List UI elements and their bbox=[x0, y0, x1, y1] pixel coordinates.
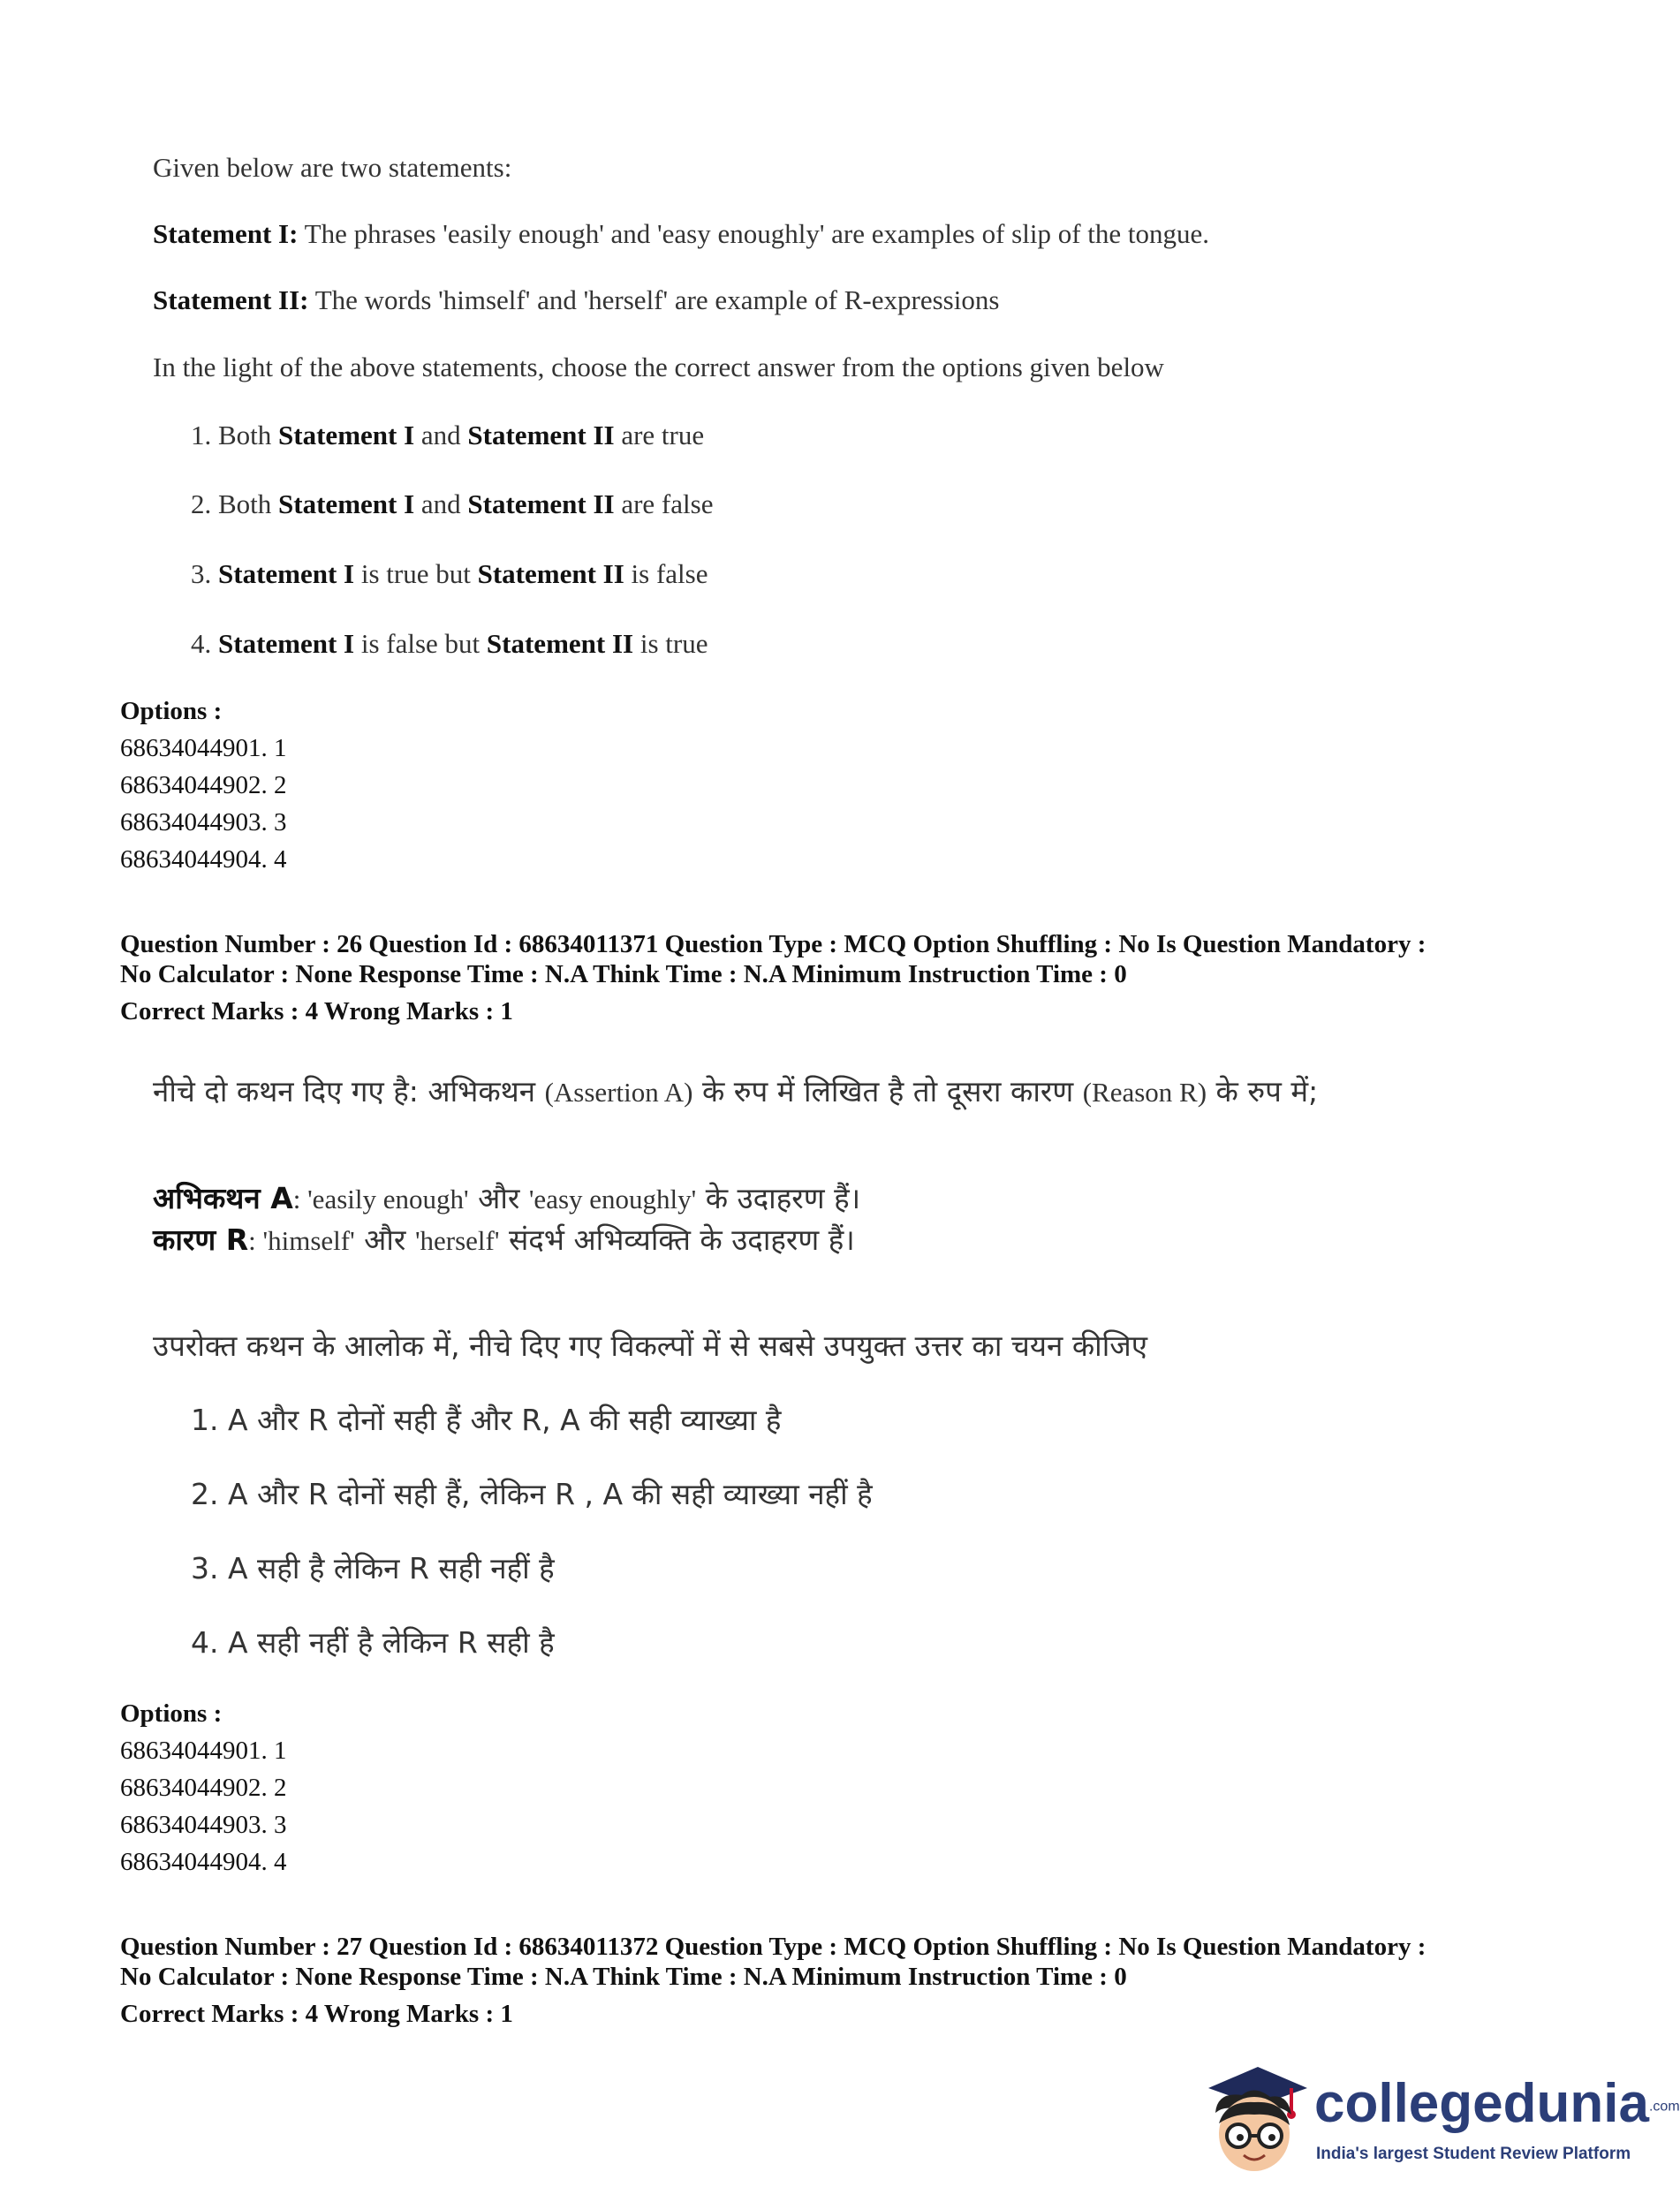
marks-line: Correct Marks : 4 Wrong Marks : 1 bbox=[120, 997, 513, 1025]
logo-suffix: .com bbox=[1648, 2099, 1680, 2115]
q26-assertion bbox=[153, 1177, 860, 1217]
q25-instruction: In the light of the above statements, choose the correct answer from the options given below bbox=[153, 352, 1164, 382]
q25-statement-2 bbox=[153, 284, 999, 316]
intro-text: नीचे दो कथन दिए गए है: अभिकथन bbox=[153, 1074, 545, 1109]
q26-reason bbox=[153, 1219, 855, 1259]
choice-bold: Statement I bbox=[278, 488, 415, 519]
q26-meta bbox=[120, 929, 1426, 1026]
q26-instruction: उपरोक्त कथन के आलोक में, नीचे दिए गए विकल्पों में से सबसे उपयुक्त उत्तर का चयन कीजिए bbox=[153, 1328, 1147, 1363]
statement-2-text: The words 'himself' and 'herself' are example of R-expressions bbox=[308, 284, 1000, 315]
option-row: 68634044903. 3 bbox=[120, 808, 287, 836]
q25-choice-4 bbox=[191, 628, 708, 660]
choice-text: is true but bbox=[354, 558, 478, 589]
assertion-text: और bbox=[468, 1181, 529, 1215]
q26-choice-2: 2. A और R दोनों सही हैं, लेकिन R , A की सही व्याख्या नहीं है bbox=[191, 1477, 873, 1511]
q26-choice-4: 4. A सही नहीं है लेकिन R सही है bbox=[191, 1625, 555, 1660]
option-row: 68634044903. 3 bbox=[120, 1811, 287, 1839]
option-row: 68634044901. 1 bbox=[120, 734, 287, 762]
q25-intro: Given below are two statements: bbox=[153, 152, 512, 183]
intro-text: के रुप में; bbox=[1207, 1074, 1319, 1109]
statement-1-text: The phrases 'easily enough' and 'easy enoughly' are examples of slip of the tongue. bbox=[298, 218, 1210, 249]
options-label: Options : bbox=[120, 1699, 223, 1728]
q25-choice-3 bbox=[191, 558, 708, 590]
choice-text: and bbox=[414, 420, 468, 450]
meta-line: Question Number : 26 Question Id : 68634011371 Question Type : MCQ Option Shuffling : No Is Question Mandatory : bbox=[120, 930, 1426, 958]
choice-text: 2. Both bbox=[191, 488, 279, 519]
logo-tagline: India's largest Student Review Platform bbox=[1316, 2145, 1631, 2163]
option-row: 68634044904. 4 bbox=[120, 1848, 287, 1876]
choice-bold: Statement I bbox=[278, 420, 415, 450]
choice-bold: Statement I bbox=[218, 558, 355, 589]
intro-en: (Reason R) bbox=[1082, 1077, 1207, 1108]
choice-text: is true bbox=[633, 628, 708, 659]
reason-en: : 'himself' bbox=[248, 1225, 355, 1256]
reason-en: 'herself' bbox=[414, 1225, 500, 1256]
choice-text: and bbox=[414, 488, 468, 519]
choice-bold: Statement II bbox=[467, 420, 615, 450]
intro-en: (Assertion A) bbox=[544, 1077, 693, 1108]
meta-line: No Calculator : None Response Time : N.A Think Time : N.A Minimum Instruction Time : 0 bbox=[120, 1963, 1127, 1991]
assertion-en: 'easy enoughly' bbox=[528, 1184, 697, 1215]
assertion-text: के उदाहरण हैं। bbox=[696, 1181, 861, 1215]
q25-choice-1 bbox=[191, 420, 704, 451]
choice-text: 3. bbox=[191, 558, 218, 589]
q25-statement-1 bbox=[153, 218, 1209, 250]
statement-2-label: Statement II: bbox=[153, 284, 309, 315]
options-label: Options : bbox=[120, 697, 223, 725]
q26-options bbox=[120, 1695, 287, 1881]
collegedunia-logo[interactable] bbox=[1199, 2062, 1680, 2180]
meta-line: Question Number : 27 Question Id : 68634011372 Question Type : MCQ Option Shuffling : No Is Question Mandatory : bbox=[120, 1933, 1426, 1961]
assertion-en: : 'easily enough' bbox=[292, 1184, 469, 1215]
assertion-label: अभिकथन A bbox=[153, 1181, 293, 1215]
logo-name: collegedunia bbox=[1314, 2073, 1649, 2134]
choice-text: are true bbox=[614, 420, 705, 450]
option-row: 68634044902. 2 bbox=[120, 1774, 287, 1802]
option-row: 68634044901. 1 bbox=[120, 1737, 287, 1765]
reason-label: कारण R bbox=[153, 1222, 249, 1257]
choice-text: 1. Both bbox=[191, 420, 279, 450]
mascot-icon bbox=[1199, 2062, 1305, 2180]
choice-text: is false but bbox=[354, 628, 487, 659]
reason-text: संदर्भ अभिव्यक्ति के उदाहरण हैं। bbox=[499, 1222, 855, 1257]
option-row: 68634044904. 4 bbox=[120, 845, 287, 874]
reason-text: और bbox=[354, 1222, 415, 1257]
q25-choice-2 bbox=[191, 488, 713, 520]
choice-text: 4. bbox=[191, 628, 218, 659]
meta-line: No Calculator : None Response Time : N.A Think Time : N.A Minimum Instruction Time : 0 bbox=[120, 960, 1127, 988]
choice-bold: Statement II bbox=[477, 558, 624, 589]
q26-intro bbox=[153, 1071, 1318, 1110]
marks-line: Correct Marks : 4 Wrong Marks : 1 bbox=[120, 2000, 513, 2028]
option-row: 68634044902. 2 bbox=[120, 771, 287, 799]
q26-choice-1: 1. A और R दोनों सही हैं और R, A की सही व्याख्या है bbox=[191, 1403, 782, 1437]
q25-options bbox=[120, 692, 287, 878]
choice-bold: Statement I bbox=[218, 628, 355, 659]
statement-1-label: Statement I: bbox=[153, 218, 299, 249]
q26-choice-3: 3. A सही है लेकिन R सही नहीं है bbox=[191, 1551, 555, 1585]
choice-text: are false bbox=[614, 488, 714, 519]
intro-text: के रुप में लिखित है तो दूसरा कारण bbox=[692, 1074, 1083, 1109]
q27-meta bbox=[120, 1932, 1426, 2029]
choice-bold: Statement II bbox=[486, 628, 634, 659]
choice-bold: Statement II bbox=[467, 488, 615, 519]
choice-text: is false bbox=[624, 558, 708, 589]
